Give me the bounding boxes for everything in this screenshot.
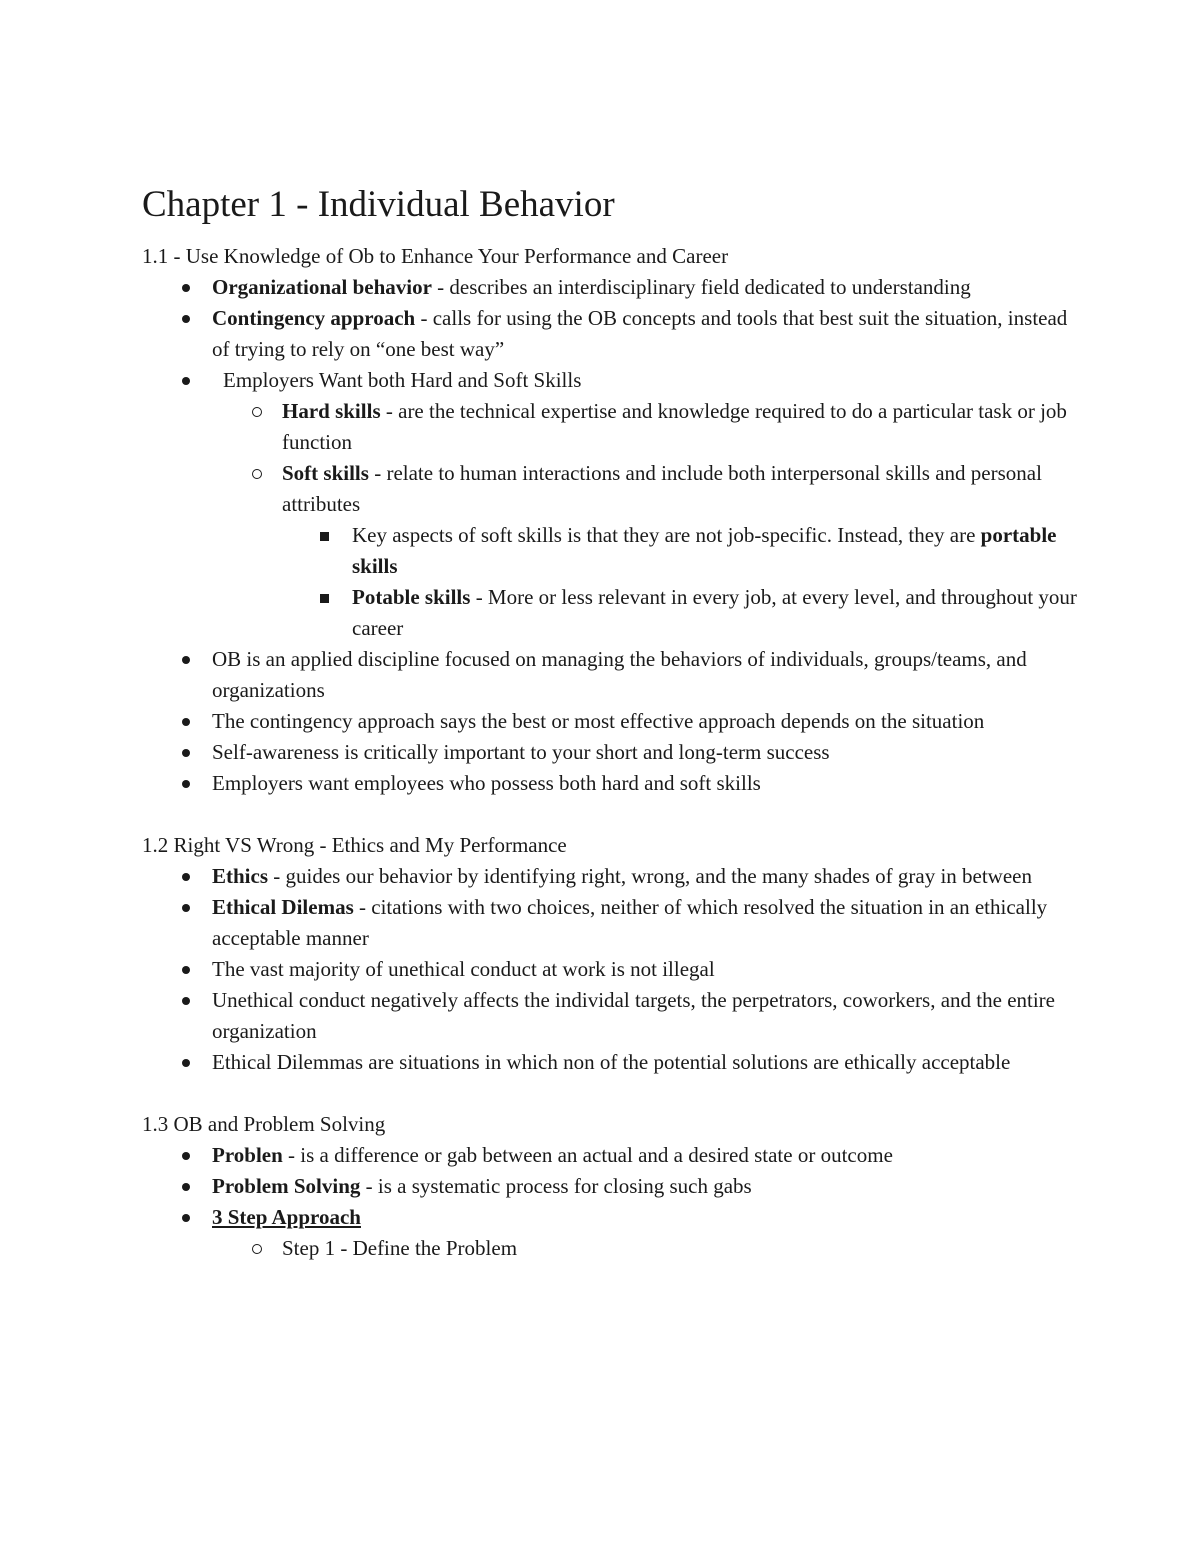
list-item — [142, 272, 1082, 303]
section-1-2 — [142, 830, 1082, 1078]
definition: - is a difference or gab between an actual and a desired state or outcome — [282, 1143, 893, 1167]
list-item — [142, 458, 1082, 520]
list-item — [142, 1140, 1082, 1171]
definition: - relate to human interactions and include both interpersonal skills and personal attributes — [282, 461, 1042, 516]
bullet-icon — [182, 904, 190, 912]
bullet-icon — [182, 873, 190, 881]
term: Ethics — [212, 864, 269, 888]
bullet-icon — [182, 997, 190, 1005]
bullet-icon — [182, 656, 190, 664]
definition: - More or less relevant in every job, at every level, and throughout your career — [352, 585, 1077, 640]
list-text: Employers want employees who possess both hard and soft skills — [212, 771, 761, 795]
definition: - are the technical expertise and knowledge required to do a particular task or job function — [282, 399, 1067, 454]
section-spacer — [142, 1078, 1082, 1109]
bullet-list — [142, 1140, 1082, 1264]
hollow-circle-bullet-icon — [252, 469, 262, 479]
bullet-list — [142, 272, 1082, 799]
term: Ethical Dilemas — [212, 895, 354, 919]
list-item — [142, 768, 1082, 799]
bullet-icon — [182, 718, 190, 726]
list-text: Ethical Dilemmas are situations in which non of the potential solutions are ethically acceptable — [212, 1050, 1011, 1074]
list-item — [142, 861, 1082, 892]
bullet-list — [142, 861, 1082, 1078]
bullet-icon — [182, 377, 190, 385]
term: Hard skills — [282, 399, 381, 423]
bullet-icon — [182, 1059, 190, 1067]
square-bullet-icon — [320, 532, 329, 541]
definition: - is a systematic process for closing such gabs — [360, 1174, 752, 1198]
term: 3 Step Approach — [212, 1205, 361, 1229]
term: Problen — [212, 1143, 283, 1167]
list-item — [142, 706, 1082, 737]
definition: - citations with two choices, neither of which resolved the situation in an ethically acceptable manner — [212, 895, 1048, 950]
bullet-icon — [182, 1214, 190, 1222]
term: portable skills — [352, 523, 1057, 578]
list-item — [142, 1202, 1082, 1233]
list-text: Key aspects of soft skills is that they are not job-specific. Instead, they are — [352, 523, 981, 547]
term: Problem Solving — [212, 1174, 361, 1198]
bullet-icon — [182, 315, 190, 323]
list-text: The vast majority of unethical conduct at work is not illegal — [212, 957, 715, 981]
bullet-icon — [182, 966, 190, 974]
section-spacer — [142, 799, 1082, 830]
list-text: Unethical conduct negatively affects the individal targets, the perpetrators, coworkers, and the entire organization — [212, 988, 1055, 1043]
bullet-icon — [182, 749, 190, 757]
bullet-icon — [182, 1152, 190, 1160]
term: Soft skills — [282, 461, 369, 485]
list-item — [142, 396, 1082, 458]
list-text: Step 1 - Define the Problem — [282, 1236, 518, 1260]
list-item — [142, 1233, 1082, 1264]
hollow-circle-bullet-icon — [252, 1244, 262, 1254]
list-item — [142, 1171, 1082, 1202]
list-text: Employers Want both Hard and Soft Skills — [223, 368, 582, 392]
section-heading: 1.3 OB and Problem Solving — [142, 1112, 386, 1136]
section-heading: 1.2 Right VS Wrong - Ethics and My Performance — [142, 833, 567, 857]
bullet-icon — [182, 284, 190, 292]
list-item — [142, 1047, 1082, 1078]
list-item — [142, 737, 1082, 768]
definition: - describes an interdisciplinary field dedicated to understanding — [431, 275, 971, 299]
list-item — [142, 892, 1082, 954]
list-item — [142, 365, 1082, 396]
document-body — [142, 241, 1082, 1264]
hollow-circle-bullet-icon — [252, 407, 262, 417]
bullet-icon — [182, 780, 190, 788]
list-item — [142, 520, 1082, 582]
list-text: OB is an applied discipline focused on managing the behaviors of individuals, groups/teams, and organizations — [212, 647, 1027, 702]
list-item — [142, 303, 1082, 365]
list-text: The contingency approach says the best or most effective approach depends on the situation — [212, 709, 985, 733]
term: Contingency approach — [212, 306, 416, 330]
term: Organizational behavior — [212, 275, 432, 299]
list-item — [142, 582, 1082, 644]
bullet-icon — [182, 1183, 190, 1191]
term: Potable skills — [352, 585, 471, 609]
definition: - guides our behavior by identifying right, wrong, and the many shades of gray in between — [268, 864, 1032, 888]
list-item — [142, 644, 1082, 706]
section-1-1 — [142, 241, 1082, 799]
section-1-3 — [142, 1109, 1082, 1264]
square-bullet-icon — [320, 594, 329, 603]
section-heading: 1.1 - Use Knowledge of Ob to Enhance Your Performance and Career — [142, 244, 729, 268]
list-item — [142, 954, 1082, 985]
page-title: Chapter 1 - Individual Behavior — [142, 184, 615, 225]
definition: - calls for using the OB concepts and tools that best suit the situation, instead of trying to rely on “one best way” — [212, 306, 1068, 361]
list-item — [142, 985, 1082, 1047]
list-text: Self-awareness is critically important to your short and long-term success — [212, 740, 830, 764]
